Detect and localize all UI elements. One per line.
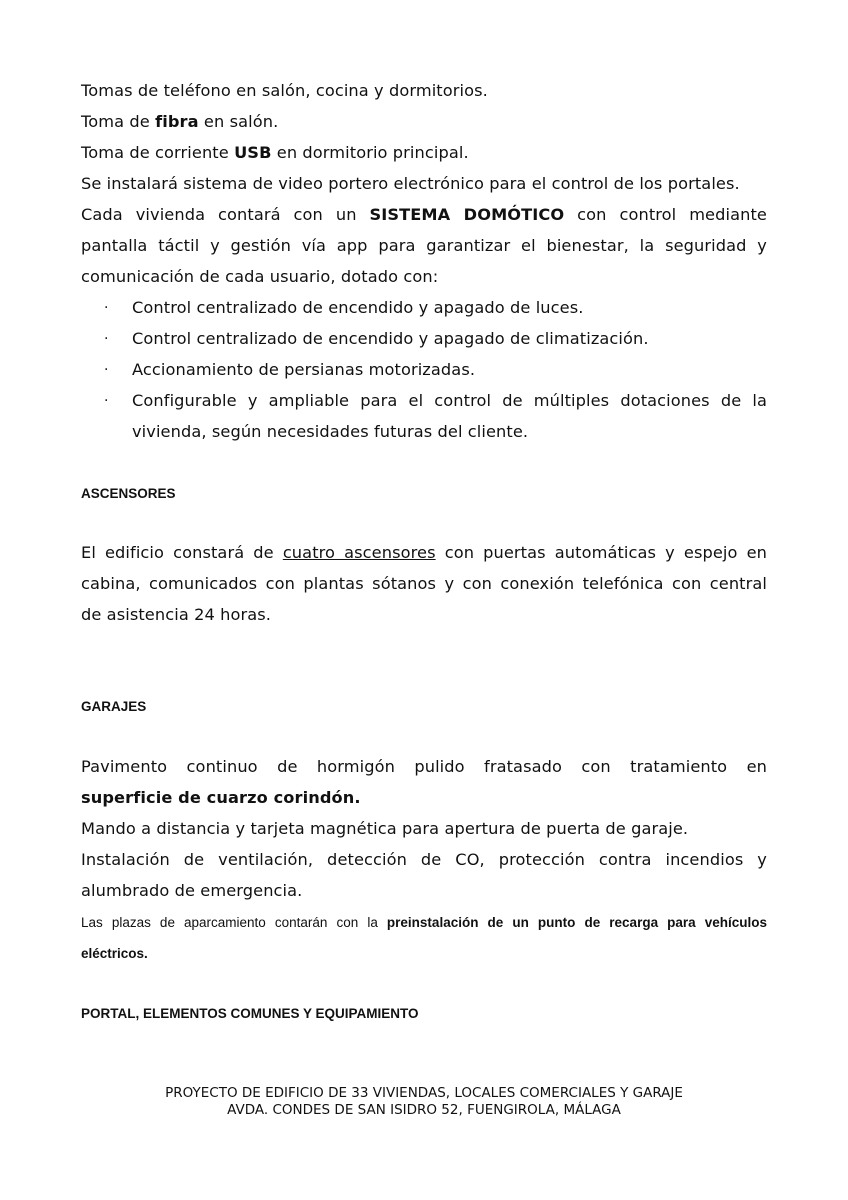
fiber-outlet-text: Toma de [81,112,156,131]
garage-floor-line-1: Pavimento continuo de hormigón pulido fratasado con tratamiento en [81,757,767,776]
ev-charging-line-1 [81,913,767,933]
bullet-marker: · [104,331,109,347]
bullet-configurable-line-2: vivienda, según necesidades futuras del cliente. [132,422,529,441]
usb-keyword: USB [234,143,272,162]
elevators-line-2: cabina, comunicados con plantas sótanos y con conexión telefónica con central [81,574,767,593]
bullet-lights: Control centralizado de encendido y apagado de luces. [132,298,584,317]
bullet-marker: · [104,393,109,409]
fiber-keyword: fibra [155,112,199,131]
section-heading-garajes: GARAJES [81,699,147,714]
video-intercom-line: Se instalará sistema de video portero electrónico para el control de los portales. [81,174,740,193]
usb-outlet-text: Toma de corriente [81,143,235,162]
garage-remote-line: Mando a distancia y tarjeta magnética para apertura de puerta de garaje. [81,819,689,838]
elevators-text-c: con puertas automáticas y espejo en [435,543,767,562]
ev-charging-text-a: Las plazas de aparcamiento contarán con la [81,915,387,930]
domotic-line-3: comunicación de cada usuario, dotado con: [81,267,439,286]
bullet-configurable-line-1: Configurable y ampliable para el control de múltiples dotaciones de la [132,391,767,410]
elevators-line-1 [81,543,767,563]
ev-charging-bold: preinstalación de un punto de recarga para vehículos [386,915,768,930]
usb-outlet-text-end: en dormitorio principal. [271,143,469,162]
domotic-line-1 [81,205,767,225]
garage-floor-finish: superficie de cuarzo corindón. [81,788,361,807]
ev-charging-bold-end: eléctricos. [81,946,148,961]
garage-floor-line-2 [81,788,361,808]
phone-outlets-line: Tomas de teléfono en salón, cocina y dormitorios. [81,81,488,100]
bullet-marker: · [104,362,109,378]
ev-charging-line-2 [81,944,148,964]
footer-address: AVDA. CONDES DE SAN ISIDRO 52, FUENGIROLA, MÁLAGA [227,1102,621,1118]
section-heading-portal: PORTAL, ELEMENTOS COMUNES Y EQUIPAMIENTO [81,1006,419,1021]
elevators-count-underlined: cuatro ascensores [282,543,436,562]
usb-outlet-line [81,143,469,163]
bullet-blinds: Accionamiento de persianas motorizadas. [132,360,476,379]
fiber-outlet-line [81,112,278,132]
domotic-line-2: pantalla táctil y gestión vía app para garantizar el bienestar, la seguridad y [81,236,767,255]
elevators-text-a: El edificio constará de [81,543,283,562]
domotic-text-a: Cada vivienda contará con un [81,205,370,224]
fiber-outlet-text-end: en salón. [198,112,279,131]
elevators-line-3: de asistencia 24 horas. [81,605,272,624]
footer-project-title: PROYECTO DE EDIFICIO DE 33 VIVIENDAS, LOCALES COMERCIALES Y GARAJE [165,1085,683,1101]
bullet-climate: Control centralizado de encendido y apagado de climatización. [132,329,649,348]
section-heading-ascensores: ASCENSORES [81,486,176,501]
garage-installations-line-2: alumbrado de emergencia. [81,881,303,900]
domotic-keyword: SISTEMA DOMÓTICO [369,205,565,224]
domotic-text-c: con control mediante [564,205,767,224]
garage-installations-line-1: Instalación de ventilación, detección de CO, protección contra incendios y [81,850,767,869]
bullet-marker: · [104,300,109,316]
